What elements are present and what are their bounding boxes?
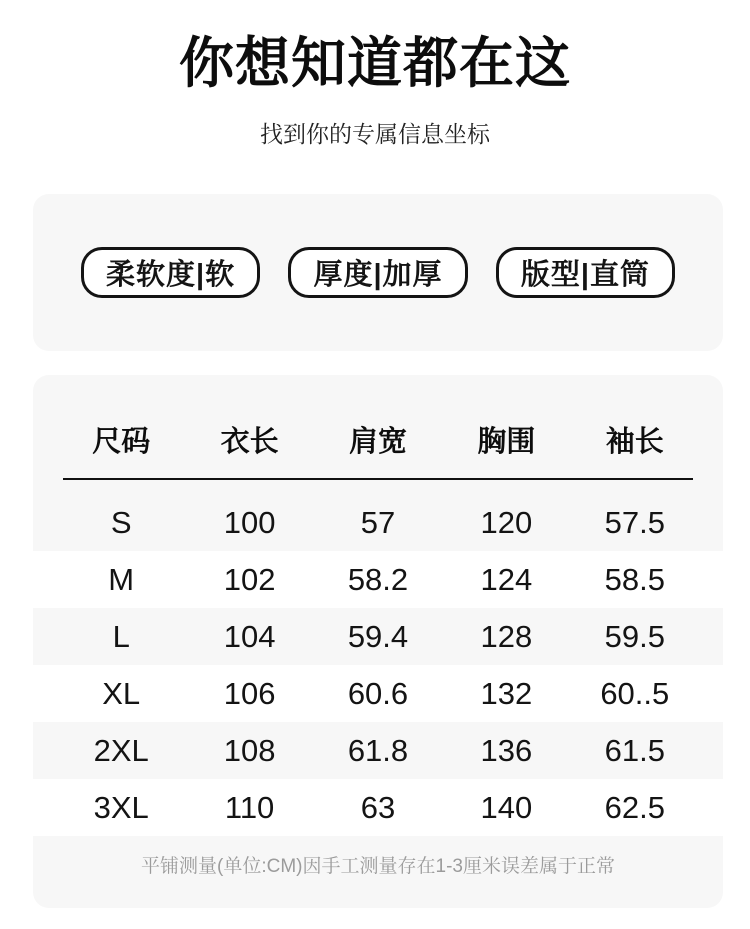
- measurement-cell: 61.8: [347, 732, 409, 768]
- measurement-cell: 132: [480, 675, 533, 711]
- measurement-cell: 57: [360, 504, 396, 540]
- attribute-pill-fit: 版型|直筒: [496, 247, 675, 298]
- size-table-header-row: [33, 375, 723, 478]
- page-title: 你想知道都在这: [178, 32, 571, 94]
- measurement-cell: 128: [480, 618, 533, 654]
- table-row: [33, 779, 723, 836]
- size-label-cell: M: [108, 561, 135, 597]
- measurement-cell: 60..5: [600, 675, 670, 711]
- table-row: [33, 494, 723, 551]
- table-row: [33, 608, 723, 665]
- attributes-card: [33, 194, 723, 351]
- measurement-cell: 59.4: [347, 618, 409, 654]
- size-label-cell: 3XL: [93, 789, 149, 825]
- measurement-cell: 60.6: [347, 675, 409, 711]
- measurement-cell: 136: [480, 732, 533, 768]
- column-header: 肩宽: [348, 425, 407, 458]
- table-row: [33, 722, 723, 779]
- section-header: [0, 0, 750, 150]
- column-header: 袖长: [605, 425, 664, 458]
- measurement-cell: 61.5: [604, 732, 665, 768]
- measurement-cell: 58.5: [604, 561, 665, 597]
- measurement-cell: 106: [223, 675, 276, 711]
- column-header: 尺码: [92, 425, 151, 458]
- size-label-cell: XL: [102, 675, 141, 711]
- size-label-cell: S: [110, 504, 132, 540]
- measurement-cell: 120: [480, 504, 533, 540]
- column-header: 胸围: [477, 425, 536, 458]
- measurement-cell: 108: [223, 732, 276, 768]
- measurement-cell: 110: [224, 789, 275, 825]
- measurement-cell: 104: [223, 618, 276, 654]
- measurement-cell: 100: [223, 504, 276, 540]
- size-table-body: [33, 480, 723, 836]
- attribute-pill-softness: 柔软度|软: [81, 247, 260, 298]
- page-subtitle: 找到你的专属信息坐标: [260, 121, 490, 147]
- size-label-cell: 2XL: [93, 732, 149, 768]
- measurement-cell: 102: [223, 561, 276, 597]
- size-label-cell: L: [112, 618, 130, 654]
- table-row: [33, 665, 723, 722]
- table-row: [33, 551, 723, 608]
- measurement-cell: 58.2: [347, 561, 409, 597]
- attribute-pill-thickness: 厚度|加厚: [288, 247, 467, 298]
- size-table-card: [33, 375, 723, 908]
- column-header: 衣长: [220, 425, 279, 458]
- measurement-cell: 59.5: [604, 618, 665, 654]
- measurement-cell: 62.5: [604, 789, 665, 825]
- measurement-cell: 140: [480, 789, 533, 825]
- measurement-cell: 63: [360, 789, 396, 825]
- measurement-note: 平铺测量(单位:CM)因手工测量存在1-3厘米误差属于正常: [141, 856, 615, 877]
- measurement-cell: 57.5: [604, 504, 665, 540]
- measurement-cell: 124: [480, 561, 533, 597]
